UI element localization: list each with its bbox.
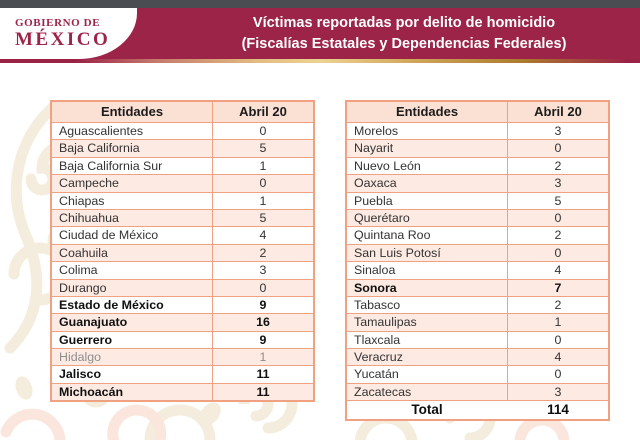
entity-name-cell: Veracruz [354, 350, 403, 365]
table-row [347, 348, 608, 365]
entity-value-cell: 114 [547, 402, 569, 418]
entity-name-cell: Morelos [354, 124, 399, 138]
entity-name-cell: Coahuila [59, 245, 108, 260]
table-row [347, 209, 608, 226]
column-header-entidades: Entidades [395, 104, 459, 119]
entity-name-cell: Puebla [354, 193, 393, 208]
entity-value-cell: 9 [212, 332, 313, 348]
page-title-line1: Víctimas reportadas por delito de homicidio [252, 15, 556, 31]
entity-value-cell: 0 [507, 332, 608, 348]
entities-table-left [50, 100, 315, 402]
entity-name-cell: Chihuahua [59, 210, 119, 225]
top-strip [0, 0, 640, 8]
table-row [347, 157, 608, 174]
entity-value-cell: 0 [212, 175, 313, 191]
table-row [347, 226, 608, 243]
entity-name-cell: Estado de México [59, 297, 164, 312]
table-row [52, 122, 313, 139]
entity-value-cell: 0 [212, 123, 313, 139]
page-header [0, 0, 640, 63]
entity-value-cell: 3 [507, 384, 608, 400]
entity-name-cell: Tlaxcala [354, 332, 401, 347]
table-header-row [52, 102, 313, 122]
table-row [347, 174, 608, 191]
entity-value-cell: 9 [212, 297, 313, 313]
entity-name-cell: Guanajuato [59, 315, 128, 330]
entity-value-cell: 0 [507, 210, 608, 226]
entity-value-cell: 3 [212, 262, 313, 278]
entities-table-right [345, 100, 610, 421]
entity-name-cell: Yucatán [354, 367, 399, 382]
entity-name-cell: Tamaulipas [354, 315, 417, 330]
table-row [52, 331, 313, 348]
table-row [52, 365, 313, 382]
entity-name-cell: Baja California [59, 141, 140, 156]
entity-value-cell: 16 [212, 314, 313, 330]
entity-name-cell: Nuevo León [354, 158, 421, 173]
entity-name-cell: Hidalgo [59, 350, 102, 365]
table-row [347, 261, 608, 278]
column-header-abril-20: Abril 20 [212, 102, 313, 122]
page-title-line2: (Fiscalías Estatales y Dependencias Federales) [241, 36, 567, 52]
table-row [52, 348, 313, 365]
entity-name-cell: Durango [59, 280, 107, 295]
entity-value-cell: 1 [212, 193, 313, 209]
table-row [52, 192, 313, 209]
entity-value-cell: 2 [507, 227, 608, 243]
entity-name-cell: Campeche [59, 176, 119, 191]
table-row [347, 383, 608, 400]
entity-value-cell: 0 [507, 245, 608, 261]
table-header-row [347, 102, 608, 122]
entity-name-cell: Zacatecas [354, 384, 412, 399]
table-row [52, 313, 313, 330]
table-row [347, 192, 608, 209]
entity-name-cell: Aguascalientes [59, 124, 144, 138]
entity-name-cell: Oaxaca [354, 176, 397, 191]
entity-value-cell: 11 [212, 366, 313, 382]
entity-value-cell: 2 [212, 245, 313, 261]
entity-value-cell: 2 [507, 297, 608, 313]
entity-name-cell: Total [411, 402, 443, 418]
entity-value-cell: 11 [212, 384, 313, 400]
entity-name-cell: Ciudad de México [59, 228, 159, 243]
entity-name-cell: San Luis Potosí [354, 245, 441, 260]
table-row [52, 226, 313, 243]
table-row [347, 139, 608, 156]
entity-name-cell: Baja California Sur [59, 158, 163, 173]
entity-value-cell: 1 [212, 349, 313, 365]
column-header-abril-20: Abril 20 [507, 102, 608, 122]
table-row [347, 331, 608, 348]
table-row [52, 139, 313, 156]
entity-name-cell: Jalisco [59, 367, 102, 382]
table-row [52, 279, 313, 296]
table-row [347, 122, 608, 139]
entity-value-cell: 7 [507, 280, 608, 296]
entity-name-cell: Chiapas [59, 193, 105, 208]
entity-value-cell: 3 [507, 123, 608, 139]
table-row [52, 244, 313, 261]
entity-value-cell: 2 [507, 158, 608, 174]
entity-name-cell: Guerrero [59, 332, 113, 347]
entity-value-cell: 1 [212, 158, 313, 174]
entity-value-cell: 3 [507, 175, 608, 191]
table-row [347, 279, 608, 296]
table-row [347, 296, 608, 313]
entity-value-cell: 4 [507, 262, 608, 278]
logo-line1: GOBIERNO DE [15, 17, 101, 30]
entity-name-cell: Quintana Roo [354, 228, 431, 243]
table-row [52, 157, 313, 174]
table-row [52, 261, 313, 278]
table-row [347, 365, 608, 382]
entity-name-cell: Querétaro [354, 210, 410, 225]
table-row [52, 296, 313, 313]
table-body [52, 122, 313, 400]
entity-value-cell: 0 [507, 140, 608, 156]
entity-value-cell: 5 [212, 210, 313, 226]
table-body [347, 122, 608, 419]
entity-name-cell: Nayarit [354, 141, 394, 156]
entity-value-cell: 5 [507, 193, 608, 209]
entity-value-cell: 4 [507, 349, 608, 365]
entity-name-cell: Sinaloa [354, 263, 396, 278]
table-row [347, 400, 608, 419]
column-header-entidades: Entidades [100, 104, 164, 119]
entity-name-cell: Tabasco [354, 297, 401, 312]
entity-value-cell: 0 [212, 280, 313, 296]
entity-value-cell: 0 [507, 366, 608, 382]
table-row [52, 209, 313, 226]
table-row [52, 383, 313, 400]
table-row [347, 313, 608, 330]
page-title [168, 8, 640, 55]
gradient-divider [0, 59, 640, 63]
entity-name-cell: Colima [59, 263, 98, 278]
table-row [52, 174, 313, 191]
gobierno-de-mexico-logo [0, 8, 137, 59]
entity-value-cell: 5 [212, 140, 313, 156]
table-row [347, 244, 608, 261]
entity-name-cell: Sonora [354, 280, 397, 295]
title-banner [0, 8, 640, 59]
entity-name-cell: Michoacán [59, 384, 124, 399]
entity-value-cell: 1 [507, 314, 608, 330]
logo-line2: MÉXICO [15, 28, 111, 50]
entity-value-cell: 4 [212, 227, 313, 243]
